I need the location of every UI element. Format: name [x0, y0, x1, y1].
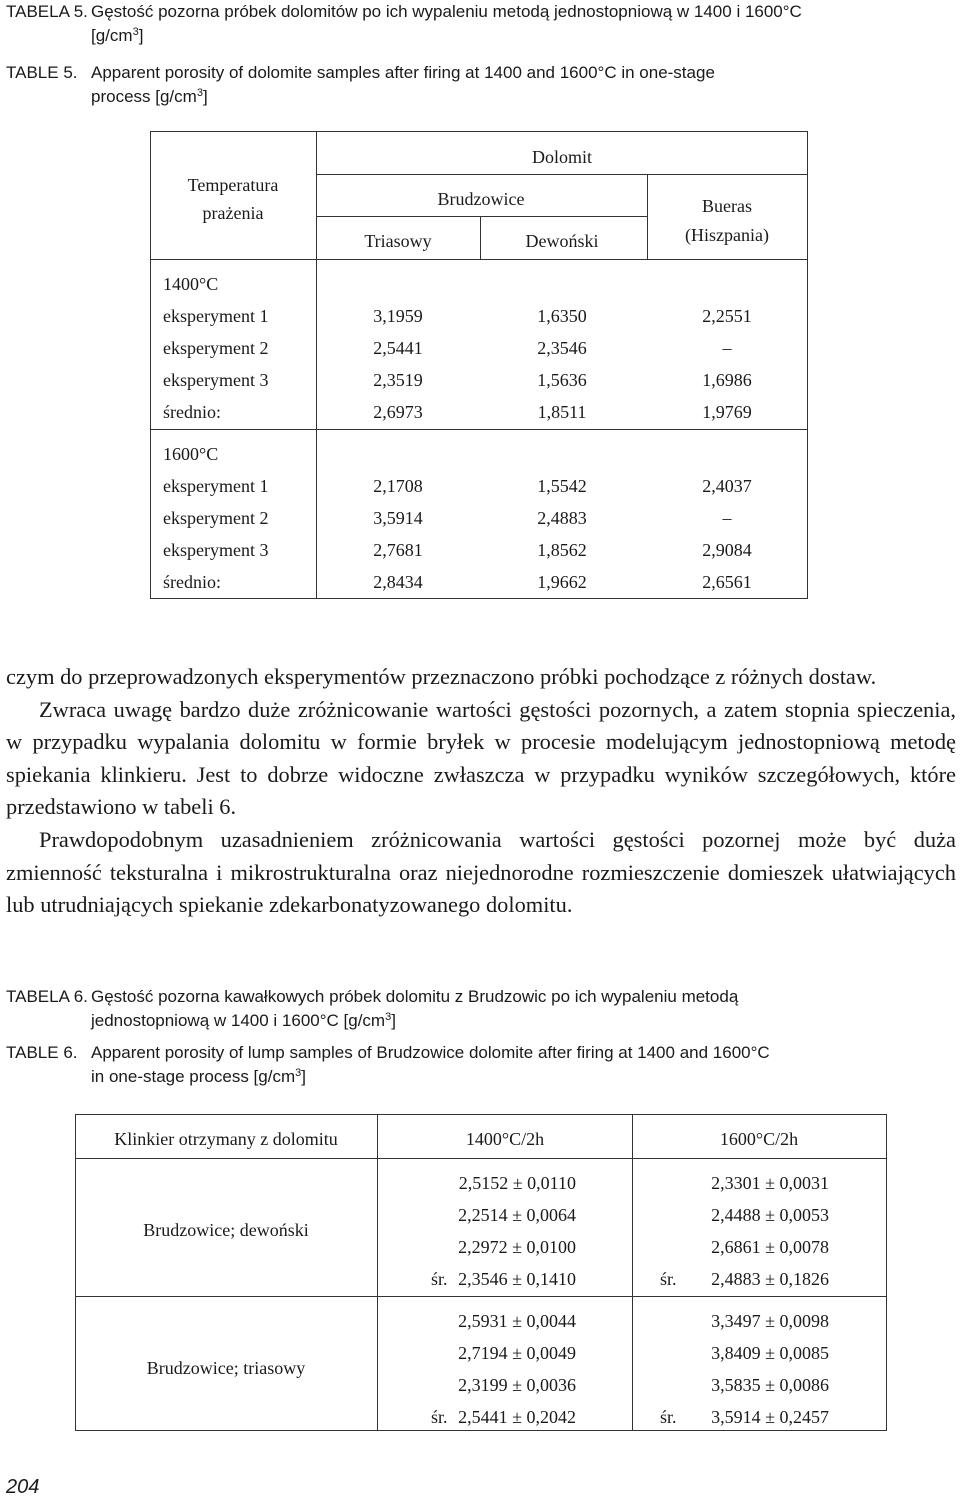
cell-dewonski: 2,4883: [537, 508, 587, 528]
row-label: eksperyment 1: [163, 306, 269, 326]
group-title: 1400°C: [163, 274, 219, 294]
caption-label: TABELA 6.: [6, 987, 88, 1006]
group-title: 1600°C: [163, 444, 219, 464]
caption-unit: jednostopniową w 1400 i 1600°C $[g/cm^3]$: [91, 1011, 396, 1030]
cell-bueras: 2,4037: [702, 476, 752, 496]
cell-dewonski: 1,6350: [537, 306, 587, 326]
cell-triasowy: 2,7681: [373, 540, 423, 560]
caption-text: Apparent porosity of dolomite samples after firing at 1400 and 1600°C in one-stage: [91, 63, 715, 82]
row-label: średnio:: [163, 572, 221, 592]
cell-1600-mean: 2,4883 ± 0,1826: [711, 1269, 829, 1289]
cell-triasowy: 2,1708: [373, 476, 423, 496]
caption-text: Gęstość pozorna kawałkowych próbek dolomitu z Brudzowic po ich wypaleniu metodą: [91, 987, 739, 1006]
paragraph: czym do przeprowadzonych eksperymentów przeznaczono próbki pochodzące z różnych dostaw.: [6, 664, 877, 689]
caption-unit: in one-stage process $[g/cm^3]$: [91, 1067, 306, 1086]
caption-unit: $[g/cm^3]$: [91, 26, 144, 45]
cell-bueras: –: [722, 508, 732, 528]
sample-name: Brudzowice; dewoński: [143, 1220, 309, 1240]
row-label: eksperyment 2: [163, 508, 269, 528]
caption-unit: process $[g/cm^3]$: [91, 87, 208, 106]
cell-1400: 2,2972 ± 0,0100: [458, 1237, 576, 1257]
caption-label: TABLE 5.: [6, 63, 78, 82]
body-text: [6, 661, 956, 922]
cell-dewonski: 1,8562: [537, 540, 587, 560]
cell-dewonski: 2,3546: [537, 338, 587, 358]
header-dewonski: Dewoński: [525, 231, 599, 251]
header-1400: 1400°C/2h: [465, 1129, 545, 1149]
paragraph: Zwraca uwagę bardzo duże zróżnicowanie wartości gęstości pozornych, a zatem stopnia spieczenia, w przypadku wypalania dolomitu w formie bryłek w procesie modelującym jednostopniową metodę spiekania klinkieru. Jest to dobrze widoczne zwłaszcza w przypadku wyników szczegółowych, które przedstawiono w tabeli 6.: [6, 696, 956, 820]
table6: [75, 1114, 887, 1431]
cell-1600: 3,5835 ± 0,0086: [711, 1375, 829, 1395]
cell-triasowy: 2,5441: [373, 338, 423, 358]
cell-1400: 2,3199 ± 0,0036: [458, 1375, 576, 1395]
mean-prefix: śr.: [660, 1407, 677, 1427]
header-clinker: Klinkier otrzymany z dolomitu: [114, 1129, 338, 1149]
cell-1400: 2,5152 ± 0,0110: [458, 1173, 576, 1193]
cell-triasowy: 2,8434: [373, 572, 423, 592]
table5: [150, 131, 808, 599]
cell-triasowy: 3,1959: [373, 306, 423, 326]
cell-bueras: 2,9084: [702, 540, 752, 560]
cell-1400-mean: 2,3546 ± 0,1410: [458, 1269, 576, 1289]
header-dolomit: Dolomit: [531, 147, 593, 167]
page-number: 204: [6, 1476, 40, 1498]
cell-bueras: 2,2551: [702, 306, 752, 326]
row-label: eksperyment 3: [163, 540, 269, 560]
mean-prefix: śr.: [660, 1269, 677, 1289]
cell-1400-mean: 2,5441 ± 0,2042: [458, 1407, 576, 1427]
cell-dewonski: 1,5542: [537, 476, 587, 496]
caption-label: TABELA 5.: [6, 2, 88, 21]
cell-bueras: –: [722, 338, 732, 358]
cell-1600: 2,3301 ± 0,0031: [711, 1173, 829, 1193]
paragraph: Prawdopodobnym uzasadnieniem zróżnicowania wartości gęstości pozornej może być duża zmienność teksturalna i mikrostrukturalna oraz niejednorodne rozmieszczenie domieszek ułatwiających lub utrudniających spiekanie zdekarbonatyzowanego dolomitu.: [6, 826, 956, 918]
cell-bueras: 1,9769: [702, 402, 752, 422]
header-bueras: Bueras: [702, 196, 752, 216]
row-label: eksperyment 3: [163, 370, 269, 390]
cell-bueras: 2,6561: [702, 572, 752, 592]
cell-1400: 2,2514 ± 0,0064: [458, 1205, 576, 1225]
row-label: eksperyment 1: [163, 476, 269, 496]
row-label: średnio:: [163, 402, 221, 422]
header-1600: 1600°C/2h: [719, 1129, 799, 1149]
mean-prefix: śr.: [431, 1407, 448, 1427]
sample-name: Brudzowice; triasowy: [146, 1358, 306, 1378]
header-triasowy: Triasowy: [364, 231, 432, 251]
mean-prefix: śr.: [431, 1269, 448, 1289]
cell-1600: 3,3497 ± 0,0098: [711, 1311, 829, 1331]
caption-label: TABLE 6.: [6, 1043, 78, 1062]
header-temperature: Temperatura: [187, 175, 279, 195]
cell-1600: 2,4488 ± 0,0053: [711, 1205, 829, 1225]
header-temperature-2: prażenia: [202, 203, 264, 223]
row-label: eksperyment 2: [163, 338, 269, 358]
cell-1600: 2,6861 ± 0,0078: [711, 1237, 829, 1257]
header-brudzowice: Brudzowice: [437, 189, 525, 209]
cell-dewonski: 1,9662: [537, 572, 587, 592]
header-bueras-country: (Hiszpania): [685, 225, 769, 245]
cell-triasowy: 2,6973: [373, 402, 423, 422]
cell-triasowy: 2,3519: [373, 370, 423, 390]
cell-1600: 3,8409 ± 0,0085: [711, 1343, 829, 1363]
caption-text: Apparent porosity of lump samples of Brudzowice dolomite after firing at 1400 and 1600°C: [91, 1043, 770, 1062]
cell-dewonski: 1,5636: [537, 370, 587, 390]
cell-1600-mean: 3,5914 ± 0,2457: [711, 1407, 829, 1427]
cell-bueras: 1,6986: [702, 370, 752, 390]
cell-triasowy: 3,5914: [373, 508, 423, 528]
cell-1400: 2,7194 ± 0,0049: [458, 1343, 576, 1363]
cell-dewonski: 1,8511: [537, 402, 587, 422]
caption-text: Gęstość pozorna próbek dolomitów po ich wypaleniu metodą jednostopniową w 1400 i 1600°C: [91, 2, 802, 21]
cell-1400: 2,5931 ± 0,0044: [458, 1311, 576, 1331]
